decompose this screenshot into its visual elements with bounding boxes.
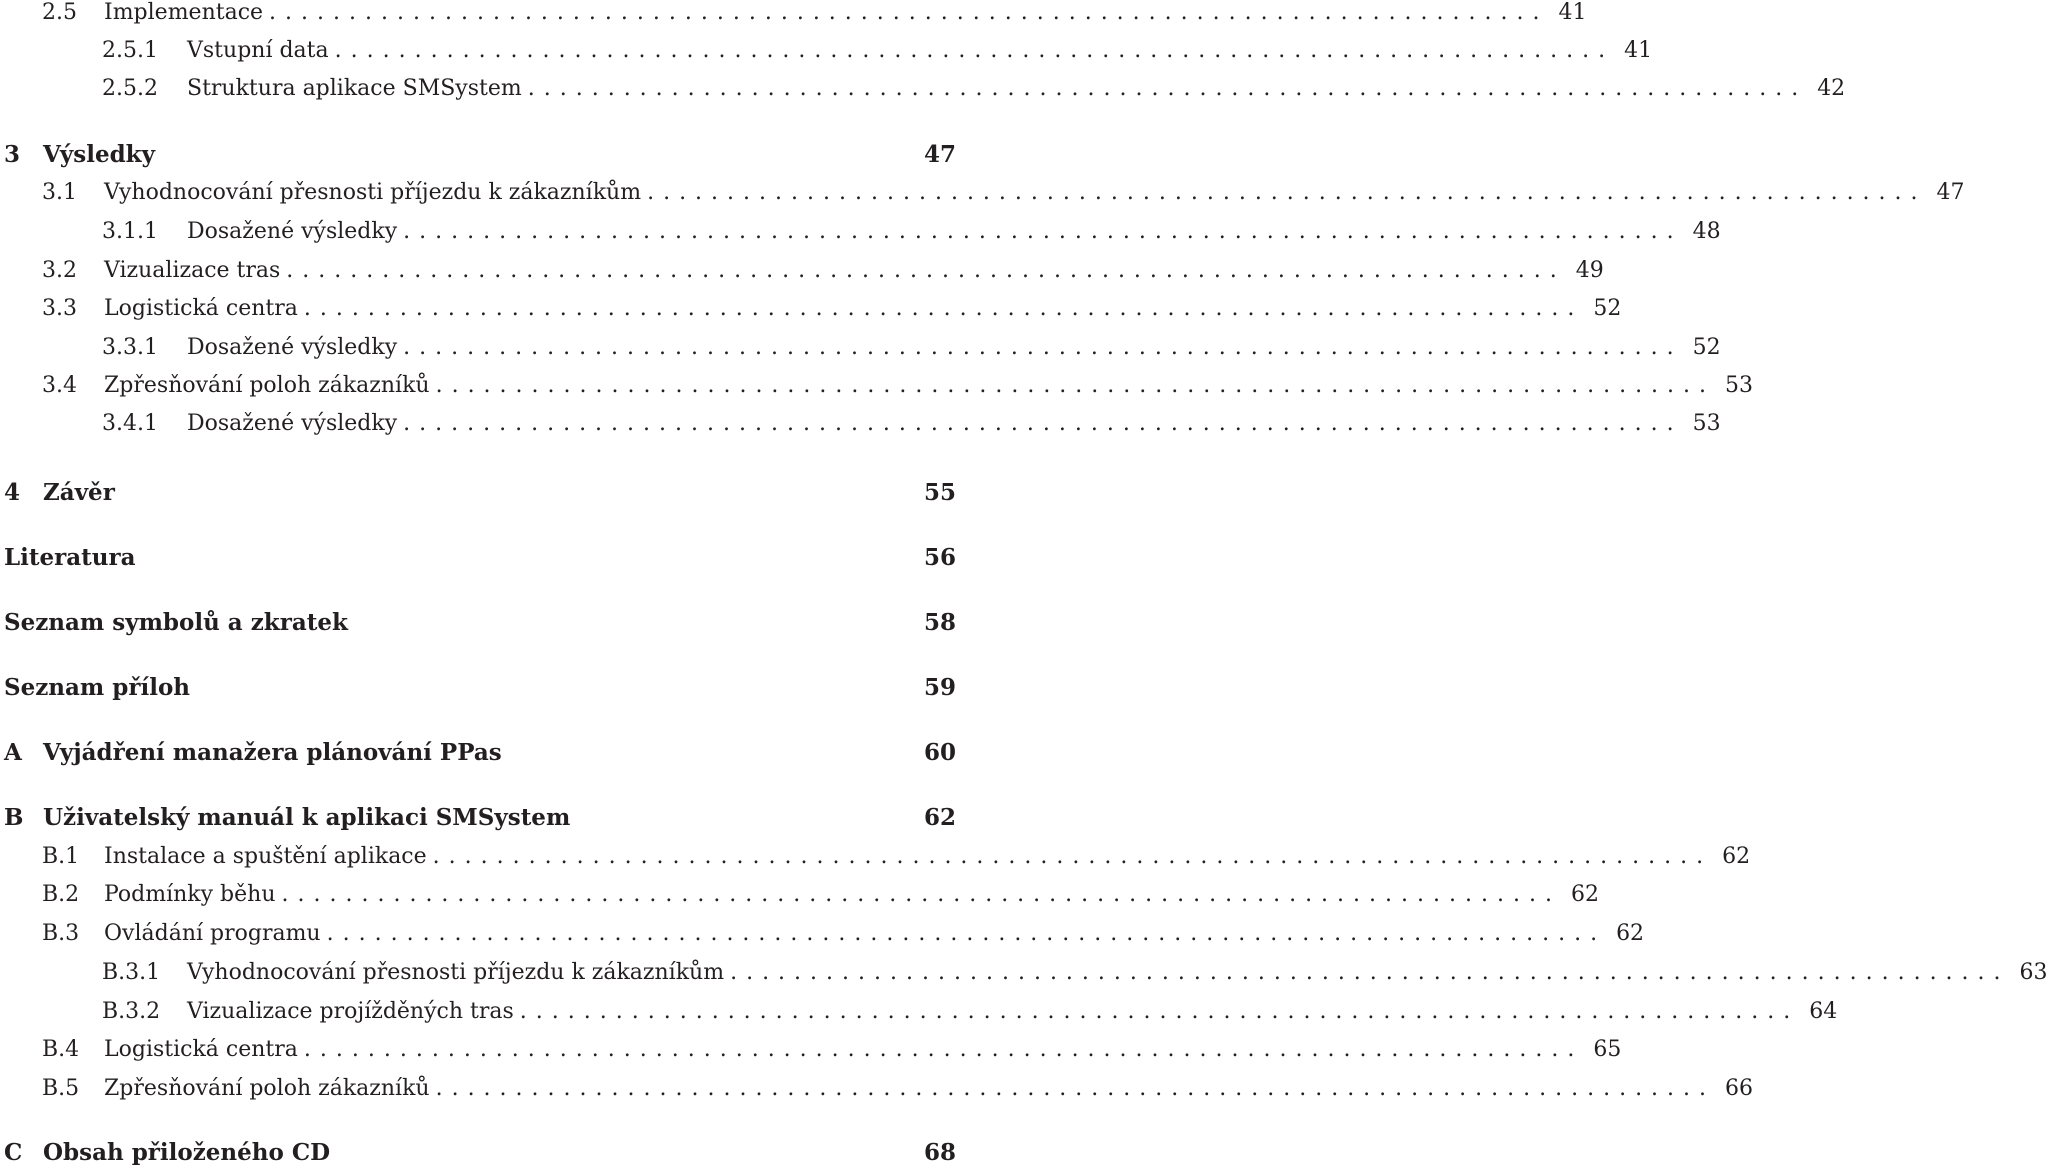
toc-entry[interactable] [0, 290, 1622, 326]
toc-entry-number: 3.3 [42, 295, 77, 321]
toc-entry-number: 2.5.2 [102, 75, 158, 101]
toc-entry[interactable] [0, 1031, 1622, 1067]
toc-entry-number: B.1 [42, 843, 80, 869]
toc-leader-dots: ................................................................................ [303, 1036, 1584, 1062]
toc-entry-page: 66 [1725, 1075, 1754, 1101]
toc-chapter[interactable] [0, 136, 956, 172]
toc-entry[interactable] [0, 1070, 1754, 1106]
toc-entry[interactable] [0, 876, 1599, 912]
toc-entry[interactable] [0, 954, 2048, 990]
toc-entry-number: 2.5.1 [102, 37, 158, 63]
toc-entry-title: Závěr [43, 478, 115, 506]
toc-leader-dots: ................................................................................ [403, 410, 1683, 436]
toc-entry[interactable] [0, 367, 1754, 403]
toc-leader-dots: ................................................................................ [286, 257, 1566, 283]
toc-entry-number: A [4, 738, 22, 766]
toc-entry-page: 47 [1936, 179, 1965, 205]
toc-entry[interactable] [0, 915, 1645, 951]
toc-entry-title: Dosažené výsledky [187, 218, 398, 244]
toc-leader-dots: ................................................................................ [432, 843, 1713, 869]
toc-entry-title: Vizualizace tras [104, 257, 281, 283]
toc-entry-number: B.5 [42, 1075, 80, 1101]
toc-entry-title: Implementace [104, 0, 264, 25]
toc-leader-dots: ................................................................................ [303, 295, 1584, 321]
toc-chapter[interactable] [0, 799, 956, 835]
toc-leader-dots: ................................................................................ [647, 179, 1927, 205]
toc-entry-title: Literatura [4, 543, 136, 571]
toc-entry-number: 3.4 [42, 372, 77, 398]
toc-chapter[interactable] [0, 734, 956, 770]
toc-entry[interactable] [0, 0, 1587, 30]
toc-chapter[interactable] [0, 1134, 956, 1170]
toc-leader-dots: ................................................................................ [281, 881, 1561, 907]
toc-entry-title: Struktura aplikace SMSystem [187, 75, 522, 101]
toc-entry[interactable] [0, 32, 1653, 68]
toc-leader-dots: ................................................................................ [269, 0, 1549, 25]
toc-entry-page: 62 [923, 803, 956, 831]
toc-entry-page: 63 [2019, 959, 2048, 985]
toc-entry-title: Podmínky běhu [104, 881, 276, 907]
toc-entry-title: Vyhodnocování přesnosti příjezdu k zákazníkům [104, 179, 642, 205]
toc-entry-page: 62 [1570, 881, 1599, 907]
toc-chapter[interactable] [0, 604, 956, 640]
toc-entry-page: 62 [1722, 843, 1751, 869]
toc-entry[interactable] [0, 70, 1846, 106]
toc-entry-title: Seznam příloh [4, 673, 191, 701]
toc-entry-number: 3.4.1 [102, 410, 158, 436]
toc-entry-title: Ovládání programu [104, 920, 321, 946]
toc-entry-number: C [4, 1138, 23, 1166]
toc-entry-number: 3.1.1 [102, 218, 158, 244]
toc-entry-title: Vizualizace projížděných tras [187, 998, 514, 1024]
toc-entry-number: 4 [4, 478, 21, 506]
toc-entry-page: 49 [1575, 257, 1604, 283]
toc-leader-dots: ................................................................................ [435, 1075, 1716, 1101]
toc-entry[interactable] [0, 838, 1751, 874]
toc-chapter[interactable] [0, 669, 956, 705]
toc-leader-dots: ................................................................................ [403, 218, 1683, 244]
toc-entry[interactable] [0, 252, 1604, 288]
toc-entry[interactable] [0, 213, 1721, 249]
toc-leader-dots: ................................................................................ [326, 920, 1607, 946]
toc-entry-page: 48 [1692, 218, 1721, 244]
toc-leader-dots: ................................................................................ [334, 37, 1615, 63]
toc-leader-dots: ................................................................................ [730, 959, 2010, 985]
toc-entry-title: Vyjádření manažera plánování PPas [43, 738, 502, 766]
toc-entry-page: 47 [923, 140, 956, 168]
toc-entry-page: 41 [1558, 0, 1587, 25]
toc-entry-number: B.2 [42, 881, 80, 907]
toc-entry-page: 68 [923, 1138, 956, 1166]
toc-entry-page: 60 [923, 738, 956, 766]
toc-entry-number: B.3.1 [102, 959, 161, 985]
toc-entry-title: Dosažené výsledky [187, 410, 398, 436]
toc-entry-title: Výsledky [43, 140, 155, 168]
toc-entry-page: 64 [1809, 998, 1838, 1024]
toc-entry-page: 65 [1593, 1036, 1622, 1062]
toc-entry-page: 42 [1817, 75, 1846, 101]
toc-entry-number: 3.2 [42, 257, 77, 283]
toc-entry-page: 58 [923, 608, 956, 636]
toc-entry-title: Logistická centra [104, 295, 298, 321]
toc-entry-page: 53 [1692, 410, 1721, 436]
toc-entry-number: B.3.2 [102, 998, 161, 1024]
toc-leader-dots: ................................................................................ [403, 334, 1683, 360]
toc-entry[interactable] [0, 174, 1965, 210]
toc-entry-number: B.3 [42, 920, 80, 946]
toc-entry-number: 3.1 [42, 179, 77, 205]
toc-entry-title: Dosažené výsledky [187, 334, 398, 360]
toc-chapter[interactable] [0, 539, 956, 575]
toc-entry[interactable] [0, 405, 1721, 441]
toc-entry-page: 52 [1593, 295, 1622, 321]
toc-entry-page: 41 [1624, 37, 1653, 63]
toc-entry-number: 3 [4, 140, 21, 168]
toc-entry-title: Uživatelský manuál k aplikaci SMSystem [43, 803, 571, 831]
toc-entry[interactable] [0, 329, 1721, 365]
toc-entry[interactable] [0, 993, 1838, 1029]
toc-entry-number: 2.5 [42, 0, 77, 25]
toc-entry-page: 52 [1692, 334, 1721, 360]
toc-entry-title: Seznam symbolů a zkratek [4, 608, 348, 636]
toc-entry-number: B [4, 803, 24, 831]
toc-entry-title: Vstupní data [187, 37, 329, 63]
toc-entry-page: 55 [923, 478, 956, 506]
toc-leader-dots: ................................................................................ [435, 372, 1716, 398]
toc-entry-page: 53 [1725, 372, 1754, 398]
toc-entry-number: B.4 [42, 1036, 80, 1062]
toc-leader-dots: ................................................................................ [527, 75, 1808, 101]
toc-entry-title: Obsah přiloženého CD [43, 1138, 331, 1166]
toc-entry-title: Vyhodnocování přesnosti příjezdu k zákazníkům [187, 959, 725, 985]
toc-entry-title: Zpřesňování poloh zákazníků [104, 372, 430, 398]
toc-entry-title: Zpřesňování poloh zákazníků [104, 1075, 430, 1101]
toc-entry-page: 59 [923, 673, 956, 701]
toc-entry-page: 56 [923, 543, 956, 571]
toc-entry-page: 62 [1616, 920, 1645, 946]
toc-entry-title: Logistická centra [104, 1036, 298, 1062]
toc-entry-title: Instalace a spuštění aplikace [104, 843, 427, 869]
toc-chapter[interactable] [0, 474, 956, 510]
toc-entry-number: 3.3.1 [102, 334, 158, 360]
toc-leader-dots: ................................................................................ [519, 998, 1800, 1024]
